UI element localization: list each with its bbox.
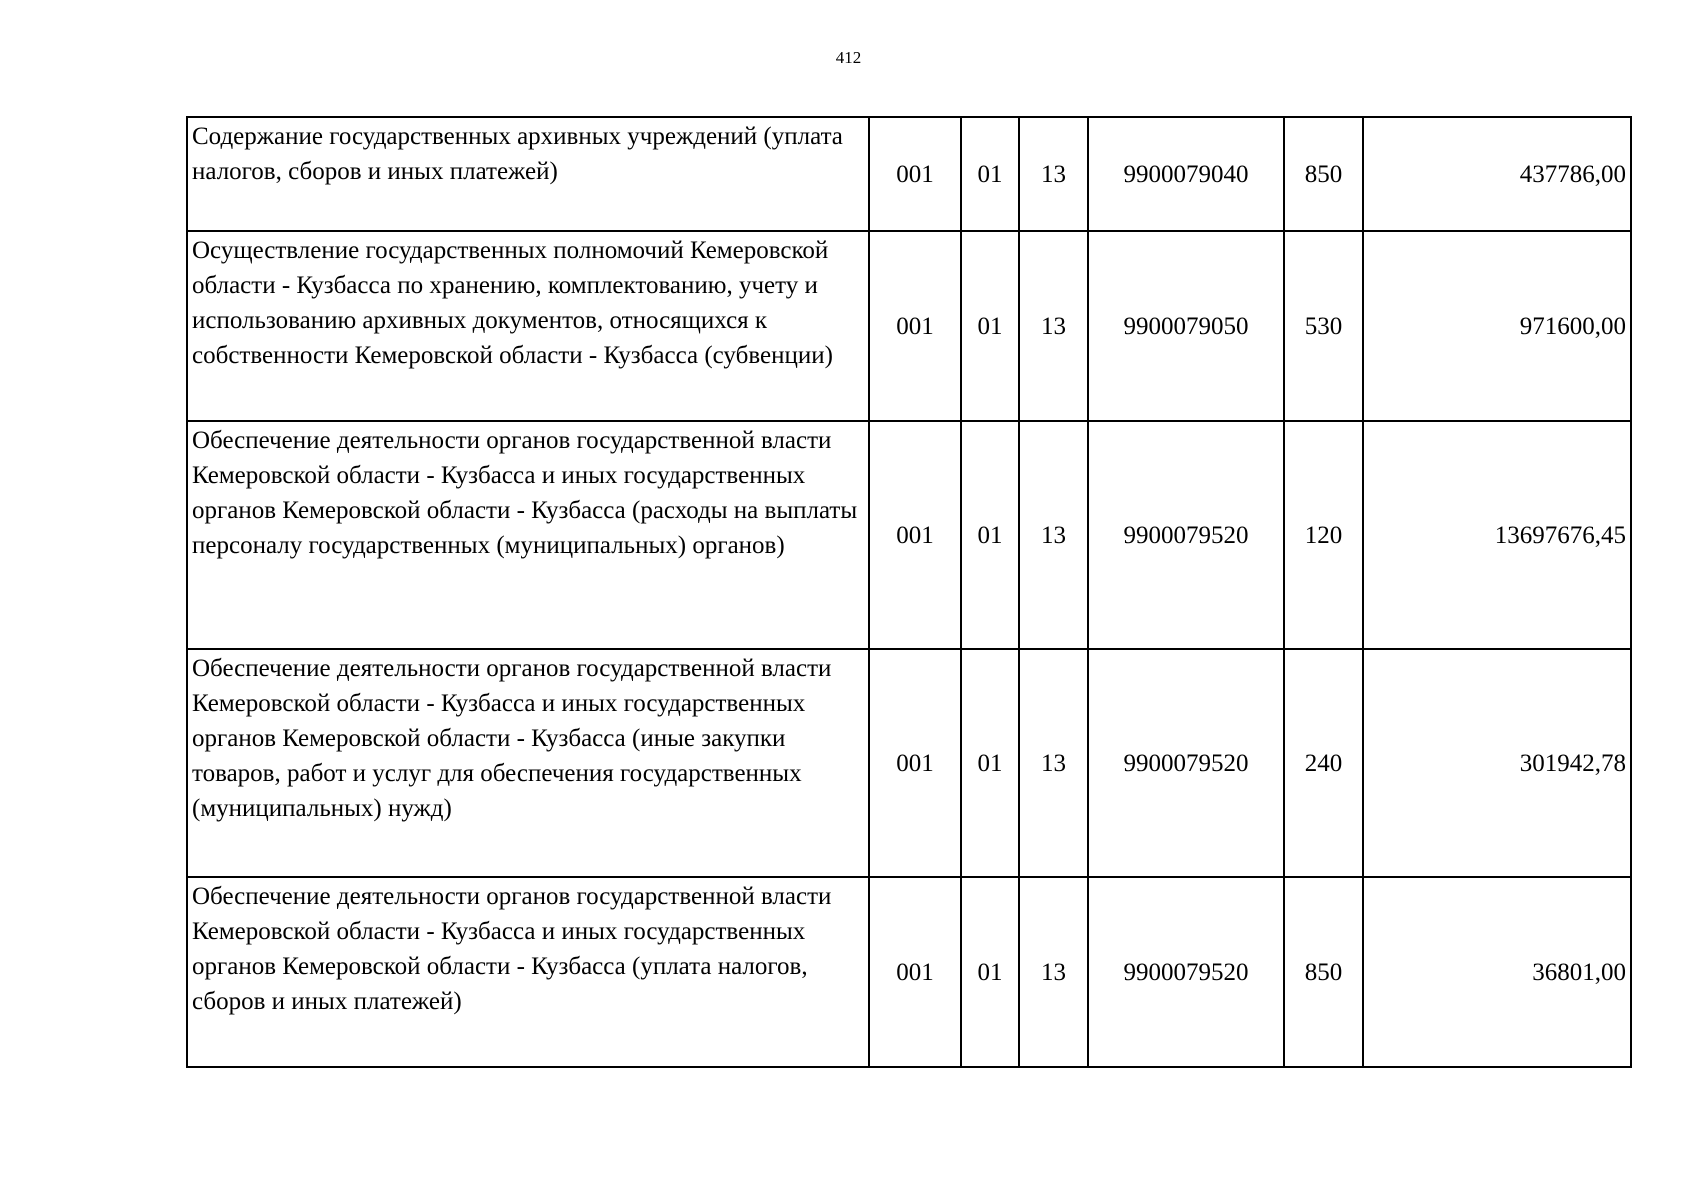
subsection-code: 13 <box>1019 421 1088 649</box>
budget-table <box>186 116 1632 1068</box>
section-code: 01 <box>961 421 1019 649</box>
expense-name: Обеспечение деятельности органов государственной власти Кемеровской области - Кузбасса и иных государственных органов Кемеровской области - Кузбасса (расходы на выплаты персоналу государственных (муниципальных) органов) <box>187 421 869 649</box>
table-row <box>187 877 1631 1067</box>
subsection-code: 13 <box>1019 877 1088 1067</box>
section-code: 01 <box>961 877 1019 1067</box>
expense-name: Содержание государственных архивных учреждений (уплата налогов, сборов и иных платежей) <box>187 117 869 231</box>
expense-type-code: 530 <box>1284 231 1363 421</box>
expense-type-code: 240 <box>1284 649 1363 877</box>
ministry-code: 001 <box>869 877 961 1067</box>
table-row <box>187 649 1631 877</box>
amount: 301942,78 <box>1363 649 1631 877</box>
expense-name: Осуществление государственных полномочий Кемеровской области - Кузбасса по хранению, комплектованию, учету и использованию архивных документов, относящихся к собственности Кемеровской области - Кузбасса (субвенции) <box>187 231 869 421</box>
table-row <box>187 231 1631 421</box>
ministry-code: 001 <box>869 117 961 231</box>
table-row <box>187 117 1631 231</box>
section-code: 01 <box>961 649 1019 877</box>
expense-type-code: 120 <box>1284 421 1363 649</box>
expense-type-code: 850 <box>1284 117 1363 231</box>
amount: 971600,00 <box>1363 231 1631 421</box>
target-article-code: 9900079040 <box>1088 117 1284 231</box>
ministry-code: 001 <box>869 421 961 649</box>
amount: 36801,00 <box>1363 877 1631 1067</box>
ministry-code: 001 <box>869 231 961 421</box>
section-code: 01 <box>961 117 1019 231</box>
expense-name: Обеспечение деятельности органов государственной власти Кемеровской области - Кузбасса и иных государственных органов Кемеровской области - Кузбасса (иные закупки товаров, работ и услуг для обеспечения государственных (муниципальных) нужд) <box>187 649 869 877</box>
target-article-code: 9900079050 <box>1088 231 1284 421</box>
subsection-code: 13 <box>1019 117 1088 231</box>
subsection-code: 13 <box>1019 231 1088 421</box>
expense-type-code: 850 <box>1284 877 1363 1067</box>
ministry-code: 001 <box>869 649 961 877</box>
amount: 13697676,45 <box>1363 421 1631 649</box>
subsection-code: 13 <box>1019 649 1088 877</box>
table-row <box>187 421 1631 649</box>
section-code: 01 <box>961 231 1019 421</box>
target-article-code: 9900079520 <box>1088 421 1284 649</box>
target-article-code: 9900079520 <box>1088 877 1284 1067</box>
expense-name: Обеспечение деятельности органов государственной власти Кемеровской области - Кузбасса и иных государственных органов Кемеровской области - Кузбасса (уплата налогов, сборов и иных платежей) <box>187 877 869 1067</box>
target-article-code: 9900079520 <box>1088 649 1284 877</box>
amount: 437786,00 <box>1363 117 1631 231</box>
page-number: 412 <box>835 48 862 67</box>
